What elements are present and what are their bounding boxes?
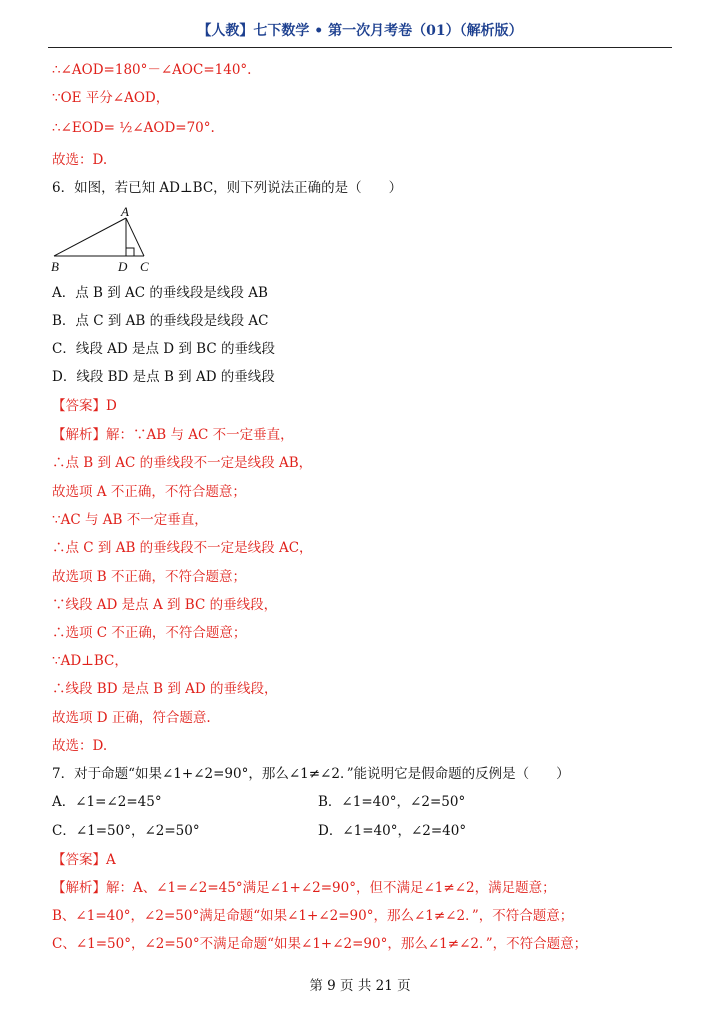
q6-option-a: A．点 B 到 AC 的垂线段是线段 AB	[52, 285, 268, 301]
q6-analysis-line: ∴选项 C 不正确，不符合题意；	[52, 625, 247, 641]
q7-analysis-line: 【解析】解：A、∠1=∠2=45°满足∠1+∠2=90°，但不满足∠1≠∠2，满足题意；	[52, 880, 556, 896]
prev-solution-line-3: ∴∠EOD= ½∠AOD=70°.	[52, 120, 215, 136]
q6-triangle-figure	[48, 204, 168, 274]
q6-analysis-line: 故选项 B 不正确，不符合题意；	[52, 569, 247, 585]
q6-stem: 6．如图，若已知 AD⊥BC，则下列说法正确的是（ ）	[52, 180, 403, 196]
q7-answer: 【答案】A	[52, 852, 116, 868]
q7-option-d: D．∠1=40°，∠2=40°	[318, 823, 467, 839]
q6-analysis-line: 故选项 A 不正确，不符合题意；	[52, 484, 246, 500]
q6-analysis-line: 故选项 D 正确，符合题意.	[52, 710, 211, 726]
q7-stem: 7．对于命题“如果∠1+∠2=90°，那么∠1≠∠2．”能说明它是假命题的反例是（ ）	[52, 766, 570, 782]
segment-ac	[126, 218, 144, 256]
q7-analysis-line: C、∠1=50°，∠2=50°不满足命题“如果∠1+∠2=90°，那么∠1≠∠2．”，不符合题意；	[52, 936, 588, 952]
q6-analysis-line: 故选：D.	[52, 738, 108, 754]
page-footer: 第 9 页 共 21 页	[309, 978, 411, 994]
q6-option-d: D．线段 BD 是点 B 到 AD 的垂线段	[52, 369, 275, 385]
label-a: A	[121, 204, 129, 219]
q7-option-b: B．∠1=40°，∠2=50°	[318, 794, 466, 810]
q6-option-c: C．线段 AD 是点 D 到 BC 的垂线段	[52, 341, 275, 357]
prev-solution-choose: 故选：D.	[52, 152, 108, 168]
q6-analysis-line: ∴点 C 到 AB 的垂线段不一定是线段 AC，	[52, 540, 313, 556]
segment-ba	[54, 218, 126, 256]
q6-answer: 【答案】D	[52, 398, 117, 414]
q6-analysis-line: ∵线段 AD 是点 A 到 BC 的垂线段，	[52, 597, 278, 613]
q6-analysis-line: ∵AC 与 AB 不一定垂直，	[52, 512, 208, 528]
q6-analysis-line: ∴点 B 到 AC 的垂线段不一定是线段 AB，	[52, 455, 313, 471]
prev-solution-line-1: ∴∠AOD=180°－∠AOC=140°.	[52, 62, 252, 78]
q6-analysis-line: ∵AD⊥BC，	[52, 653, 128, 669]
label-d: D	[118, 259, 128, 274]
right-angle-mark	[126, 248, 134, 256]
label-b: B	[51, 259, 59, 274]
q7-analysis-line: B、∠1=40°，∠2=50°满足命题“如果∠1+∠2=90°，那么∠1≠∠2．”，不符合题意；	[52, 908, 574, 924]
label-c: C	[140, 259, 149, 274]
header-rule	[48, 47, 672, 48]
q7-option-a: A．∠1=∠2=45°	[52, 794, 162, 810]
q6-analysis-line: ∴线段 BD 是点 B 到 AD 的垂线段，	[52, 681, 278, 697]
q6-option-b: B．点 C 到 AB 的垂线段是线段 AC	[52, 313, 269, 329]
prev-solution-line-2: ∵OE 平分∠AOD，	[52, 90, 170, 106]
page-header-title: 【人教】七下数学 • 第一次月考卷（01）（解析版）	[197, 23, 523, 39]
q7-option-c: C．∠1=50°，∠2=50°	[52, 823, 200, 839]
q6-analysis-line: 【解析】解：∵AB 与 AC 不一定垂直，	[52, 427, 294, 443]
